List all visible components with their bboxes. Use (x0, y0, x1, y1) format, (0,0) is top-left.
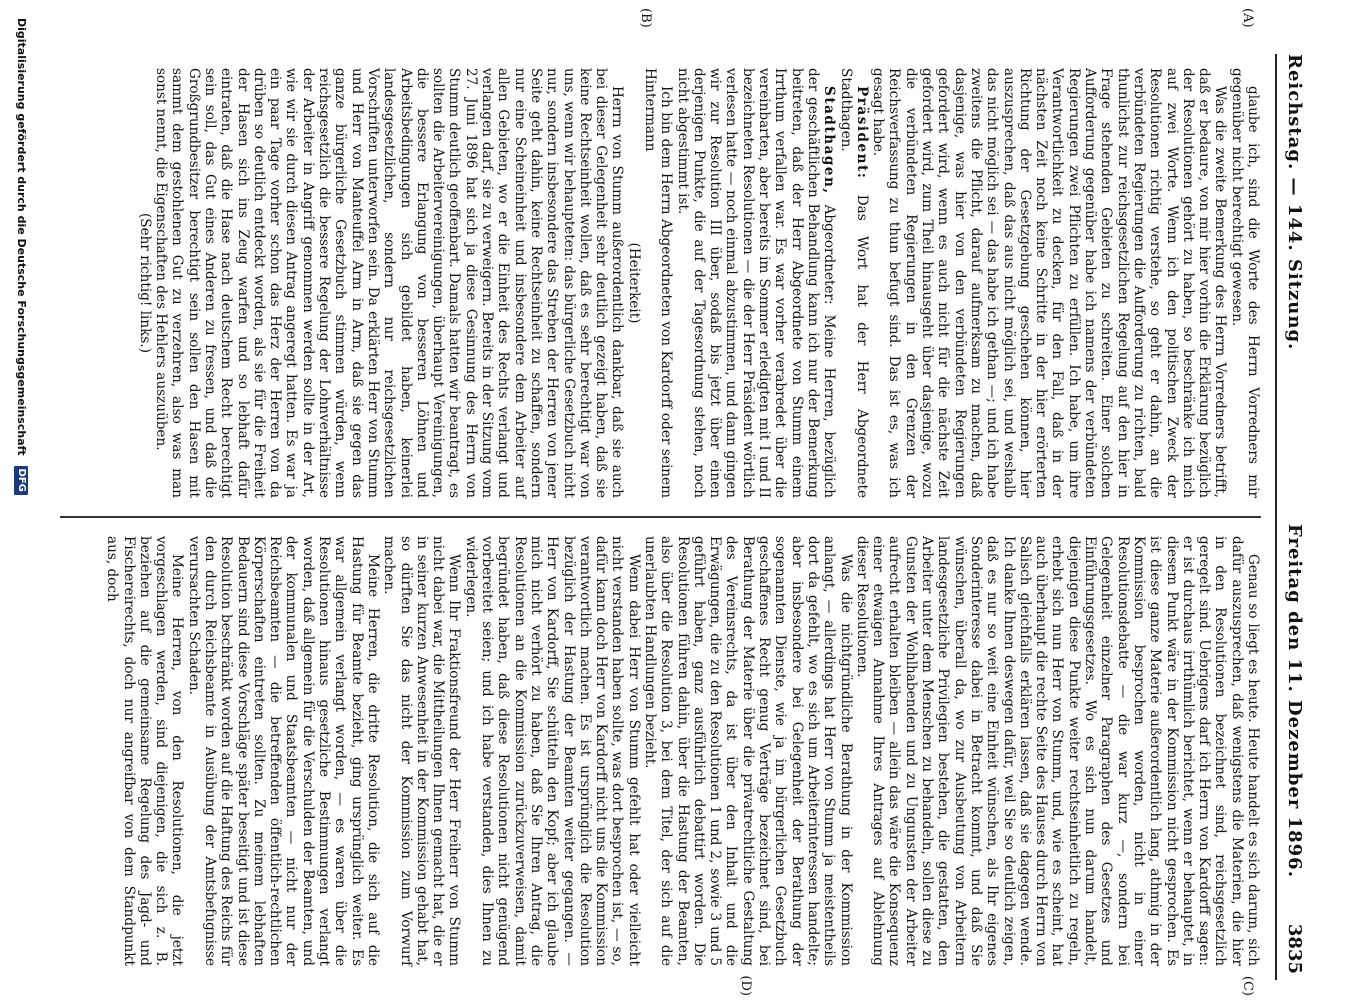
paragraph: Was die nichtgründliche Berathung in der Kommission anlangt, — allerdings hat Herr von Stumm ja meistentheils dort da gefehlt, wo es sich um Arbeiterinteressen handelte; aber insbesondere bei Gelegenheit der Berathung der sogenannten Dienste, wie ja im bürgerlichen Gesetzbuch geschaffenes Recht genug Verträge bezeichnet sind, bei Berathung der Materie über die privatrechtliche Gestaltung des Vereinsrechts, da ist über den Inhalt und die Erwägungen, die zu den Resolutionen 1 und 2, sowie 3 und 5 geführt haben, ganz ausführlich debattirt worden. Die Resolutionen führen dahin, über die Hastung der Beamten, also über die Resolution 3, bei dem Titel, der sich auf die unerlaubten Handlungen bezieht. (642, 536, 854, 966)
paragraph: Was die zweite Bemerkung des Herrn Vorredners betrifft, daß er bedaure, von mir hier vorhin die Erklärung bezüglich der Resolutionen gehört zu haben, so beschränke ich mich auf zwei Worte. Wenn ich den politischen Zweck der Resolutionen richtig verstehe, so geht er dahin, an die verbündeten Regierungen die Aufforderung zu richten, bald thunlichst zur reichsgesetzlichen Regelung auf den hier in Frage stehenden Gebieten zu schreiten. Einer solchen Aufforderung gegenüber habe ich namens der verbündeten Regierungen zwei Pflichten zu erfüllen. Ich habe, um ihre Verantwortlichkeit zu decken, für den Fall, daß in der nächsten Zeit noch keine Schritte in der hier erörterten Richtung der Gesetzgebung geschehen können, hier auszusprechen, daß das aus nicht möglich sei, und weshalb das nicht möglich sei — das habe ich gethan —; und ich habe zweitens die Pflicht, darauf aufmerksam zu machen, daß dasjenige, was hier von den verbündeten Regierungen gefordert wird, wenn es auch nicht für die nächste Zeit gefordert wird, zum Theil hinausgeht über dasjenige, wozu die verbündeten Regierungen in den Grenzen der Reichsverfassung zu thun befugt sind. Das ist es, was ich gesagt habe. (870, 68, 1229, 498)
dfg-logo-icon: DFG (14, 466, 28, 495)
page-number: 3835 (1284, 923, 1305, 974)
margin-marker-a: (A) (1240, 8, 1255, 28)
paragraph: Meine Herren, die dritte Resolution, die sich auf die Hastung für Beamte bezieht, ging ursprünglich weiter. Es war allgemein verlangt worden, — es waren über die Resolutionen hinaus gesetzliche Bestimmungen verlangt worden, daß allgemein für die Verschulden der Beamten, und der kommunalen und Staatsbeamten — nicht nur der Reichsbeamten — die betreffenden öffentlich-rechtlichen Körperschaften eintreten sollten. Zu meinem lebhaften Bedauern sind diese Vorschläge später beseitigt und ist diese Resolution beschränkt worden auf die Haftung des Reichs für den durch Reichsbeamte in Ausübung der Amtsbefugnisse verursachten Schaden. (185, 536, 381, 966)
speech-text: Das Wort hat der Herr Abgeordnete Stadthagen. (837, 68, 870, 498)
text-columns (60, 54, 1261, 980)
page-header (1271, 54, 1305, 980)
speaker-name: Stadthagen, (821, 86, 838, 195)
interjection: (Heiterkeit) (625, 242, 642, 324)
left-column (60, 54, 1261, 512)
footer-text: Digitalisierung gefördert durch die Deutsche Forschungsgemeinschaft (15, 18, 28, 456)
paragraph: Wenn dabei Herr von Stumm gefehlt hat oder vielleicht nicht verstanden haben sollte, was dort besprochen ist, — so, dafür kann doch Herr von Kardorff nicht uns die Kommission verantwortlich machen. Es ist ursprünglich die Resolution bezüglich der Hastung der Beamten weiter gegangen. — Herr von Kardorff, Sie schütteln den Kopf; aber ich glaube mich nicht verhört zu haben, daß Sie Ihren Antrag, die Resolutionen an die Kommission zurückzuverweisen, damit begründet haben, daß diese Resolutionen nicht genügend vorbereitet seien; und ich habe verstanden, dies Ihnen zu widerlegen. (462, 536, 642, 966)
paragraph (674, 68, 837, 498)
digitization-footer (0, 0, 38, 1000)
header-date: Freitag den 11. Dezember 1896. (1284, 524, 1305, 878)
paragraph: Genau so liegt es heute. Heute handelt es sich darum, sich dafür auszusprechen, daß wenigstens die Materien, die hier in den Resolutionen bezeichnet sind, reichsgesetzlich geregelt sind. Uebrigens darf ich Herrn von Kardorff sagen: er ist durchaus irrthümlich berichtet, wenn er behauptet, in diesem Punkt wäre in der Kommission nicht gesprochen. Es ist diese ganze Materie außerordentlich lang, athmig in der Kommission besprochen worden, nicht in einer Resolutionsdebatte — die war kurz —, sondern bei Gelegenheit einzelner Paragraphen des Gesetzes und Einführungsgesetzes. Wo es sich nun darum handelt, diejenigen diese Punkte weiter rechtseinheitlich zu regeln, erhebt sich nun Herr von Stumm, und, wie es scheint, hat auch überhaupt die rechte Seite des Hauses durch Herrn von Salisch gleichfalls erklären lassen, daß sie dagegen wende. Ich danke Ihnen deswegen dafür, weil Sie so deutlich zeigen, daß es nur so weit eine Einheit wünschen, als Ihr eigenes Sonderinteresse dabei in Betracht kommt, und daß Sie wünschen, überall da, wo zur Ausbeutung von Arbeitern landesgesetzliche Privilegien bestehen, die gestatten, den Arbeiter unter dem Menschen zu behandeln, sollen diese zu Gunsten der Wohlhabenden und zu Ungunsten der Arbeiter aufrecht erhalten bleiben — allein das wäre die Konsequenz einer etwaigen Annahme Ihres Antrages auf Ablehnung dieser Resolutionen. (853, 536, 1261, 966)
paragraph: Meine Herren, von den Resolutionen, die jetzt vorgeschlagen werden, sind diejenigen, die sich z. B. beziehen auf die gemeinsame Regelung des Jagd- und Fischereirechts, doch nur angreifbar von dem Standpunkt aus, doch (104, 536, 186, 966)
header-rule (1275, 54, 1277, 980)
speaker-name: Präsident: (853, 86, 870, 180)
margin-marker-c: (C) (1240, 975, 1255, 996)
paragraph (837, 68, 870, 498)
document-page (50, 0, 1353, 1000)
column-divider (60, 516, 1261, 518)
paragraph: Wenn Ihr Fraktionsfreund der Herr Freiherr von Stumm nicht dabei war, die Mittheilungen Ihnen gemacht hat, die er in seiner kurzen Anwesenheit in der Kommission gehabt hat, so dürften Sie das nicht der Kommission zum Vorwurf machen. (381, 536, 463, 966)
header-title: Reichstag. — 144. Sitzung. (1284, 54, 1305, 351)
paragraph: glaube ich, sind die Worte des Herrn Vorredners mir gegenüber nicht berechtigt gewesen. (1228, 68, 1261, 498)
margin-marker-d: (D) (738, 975, 753, 996)
paragraph: Ich bin dem Herrn Abgeordneten von Kardorff oder seinem Hintermann (642, 68, 675, 498)
right-column (60, 522, 1261, 980)
speech-text: Abgeordneter: Meine Herren, bezüglich der geschäftlichen Behandlung kann ich nur der Bemerkung beitreten, daß der Herr Abgeordnete von Stumm einem Irrthum verfallen war. Es war vorher verabredet über die vereinbarten, aber bereits im Sommer erledigten mit I und II bezeichneten Resolutionen — die der Herr Präsident wörtlich verlesen hatte — noch einmal abzustimmen, und dann gingen wir zur Resolution III über, sodaß bis jetzt über einen derjenigen Punkte, die auf der Tagesordnung stehen, noch nicht abgestimmt ist. (674, 68, 838, 498)
interjection: (Sehr richtig! links.) (136, 212, 153, 354)
margin-marker-b: (B) (638, 8, 653, 28)
paragraph: Herrn von Stumm außerordentlich dankbar, daß sie auch bei dieser Gelegenheit sehr deutlich gezeigt haben, daß sie keine Rechtseinheit wollen, daß es sehr berechtigt war von uns, wenn wir behaupteten: das bürgerliche Gesetzbuch nicht nur, sondern insbesondere das Streben der Herren von jener Seite geht dahin, keine Rechtseinheit zu schaffen, sondern nur eine Scheineinheit und insbesondere dem Arbeiter auf allen Gebieten, wo er die Einheit des Rechts verlangt und verlangen darf, sie zu verweigern. Bereits in der Sitzung vom 27. Juni 1896 hat sich ja diese Gesinnung des Herrn von Stumm deutlich geoffenbart. Damals hatten wir beantragt, es sollten die Arbeitervereinigungen, überhaupt Vereinigungen, die bessere Erlangung von besseren Löhnen und Arbeitsbedingungen sich gebildet haben, keinerlei landesgesetzlichen, sondern nur reichsgesetzlichen Vorschriften unterworfen sein. Da erklärten Herr von Stumm und Herr von Manteuffel Arm in Arm, daß sie gegen das ganze bürgerliche Gesetzbuch stimmen würden, wenn reichsgesetzlich die bessere Regelung der Lohnverhältnisse der Arbeiter in Angriff genommen werden sollte in der Art, wie wir sie durch diesen Antrag angeregt hatten. Es war ja ein paar Tage vorher schon das Herz der Herren von da drüben so deutlich entdeckt worden, als sie für die Freiheit der Hasen sich ins Zeug warfen und so lebhaft dafür eintraten, daß die Hase nach deutschem Recht berechtigt sein soll, das Gut eines Anderen zu fressen, und daß die Großgrundbesitzer berechtigt sein sollen den Hasen mit sammt dem gestohlenen Gut zu verzehren, also was man sonst nennt, die Eigenschaften des Hehlers auszuüben. (153, 68, 626, 498)
